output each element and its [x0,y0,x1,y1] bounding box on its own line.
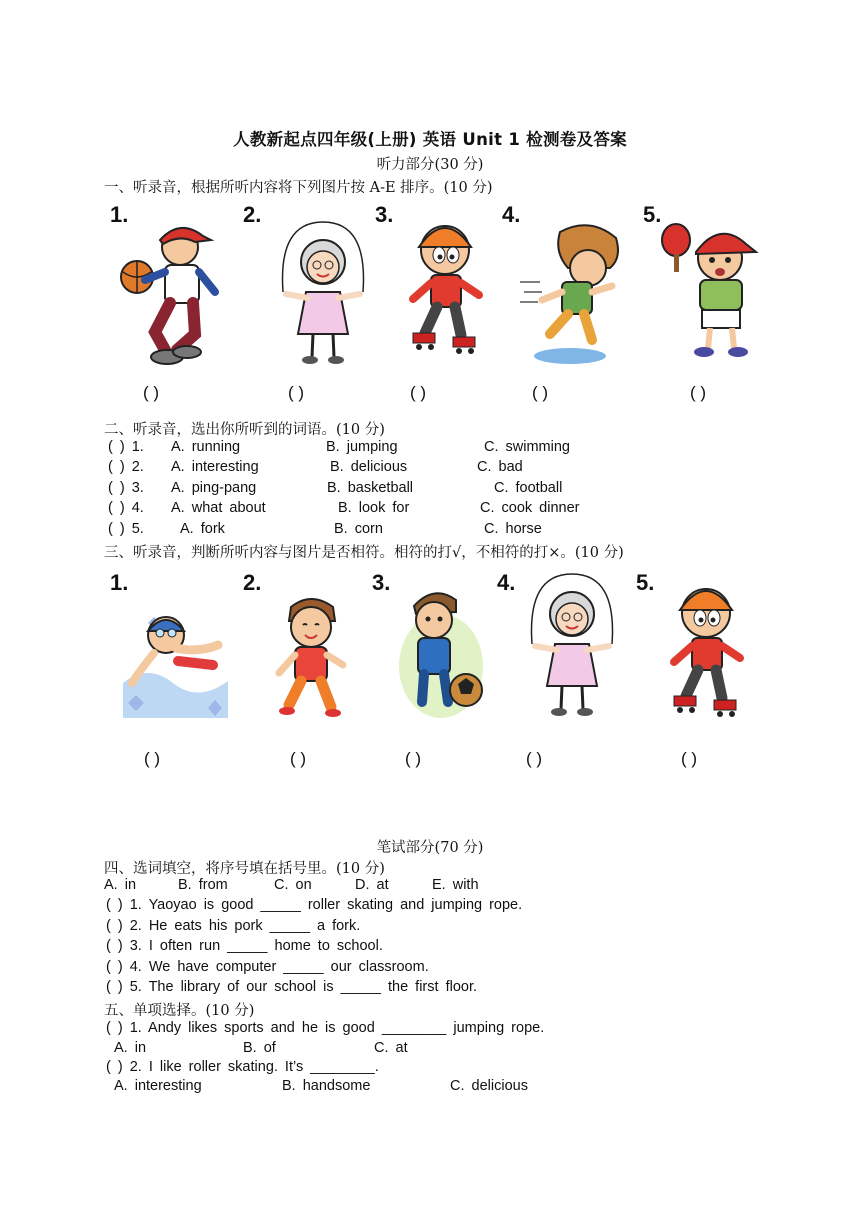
answer-blank[interactable]: ( ) [532,383,549,402]
item-number: ( ) 3. [108,480,144,496]
section5-heading: 五、单项选择。(10 分) [104,1003,255,1019]
word-option: A. in [104,877,137,893]
option-b: B. jumping [326,439,398,455]
item-number: 1. [110,570,129,595]
answer-blank[interactable]: ( ) [290,749,307,768]
item-number: 2. [243,570,262,595]
question-item: ( ) 1. Andy likes sports and he is good ________ jumping rope. [106,1020,545,1036]
answer-blank[interactable]: ( ) [288,383,305,402]
item-number: 4. [502,202,521,227]
s3-item-2 [243,568,363,778]
item-number: 2. [243,202,262,227]
item-number: 3. [375,202,394,227]
section2-heading: 二、听录音，选出你所听到的词语。(10 分) [104,422,385,438]
football-boy-image [396,586,496,726]
section3-heading: 三、听录音，判断所听内容与图片是否相符。相符的打√，不相符的打×。(10 分) [104,545,624,561]
item-number: 1. [110,202,129,227]
option-a: A. interesting [114,1078,202,1094]
section4-heading: 四、选词填空，将序号填在括号里。(10 分) [104,861,385,877]
writing-header: 笔试部分(70 分) [376,840,484,856]
question-item: ( ) 1. Yaoyao is good _____ roller skating and jumping rope. [106,897,523,913]
page-title: 人教新起点四年级(上册) 英语 Unit 1 检测卷及答案 [233,130,627,149]
option-a: A. running [171,439,241,455]
s1-item-1 [110,200,230,410]
answer-blank[interactable]: ( ) [143,383,160,402]
option-c: C. football [494,480,563,496]
question-item: ( ) 5. The library of our school is _____ the first floor. [106,979,478,995]
listening-header: 听力部分(30 分) [376,157,484,173]
option-b: B. basketball [327,480,414,496]
item-number: 5. [636,570,655,595]
item-number: ( ) 2. [108,459,144,475]
word-option: C. on [274,877,312,893]
s1-item-4 [502,200,632,410]
word-option: B. from [178,877,228,893]
s1-item-2 [243,200,363,410]
answer-blank[interactable]: ( ) [526,749,543,768]
s3-item-3 [372,568,492,778]
option-c: C. delicious [450,1078,528,1094]
running-boy-image [261,593,361,723]
option-c: C. bad [477,459,523,475]
word-option: D. at [355,877,389,893]
ping-pong-boy-image [658,218,768,368]
answer-blank[interactable]: ( ) [681,749,698,768]
s3-item-1 [110,568,235,778]
option-b: B. delicious [330,459,408,475]
s3-item-5 [636,568,756,778]
basketball-boy-image [115,222,225,372]
answer-blank[interactable]: ( ) [405,749,422,768]
jump-rope-grandma-image [268,222,378,372]
option-a: A. interesting [171,459,259,475]
item-number: 3. [372,570,391,595]
section1-heading: 一、听录音，根据所听内容将下列图片按 A-E 排序。(10 分) [104,180,493,196]
s1-item-3 [375,200,495,410]
option-c: C. horse [484,521,542,537]
question-item: ( ) 4. We have computer _____ our classroom. [106,959,429,975]
option-b: B. handsome [282,1078,371,1094]
option-b: B. of [243,1040,276,1056]
question-item: ( ) 2. I like roller skating. It’s ________. [106,1059,379,1075]
option-c: C. at [374,1040,408,1056]
roller-skating-boy-image [656,578,756,728]
option-c: C. swimming [484,439,570,455]
s1-item-5 [643,200,763,410]
word-option: E. with [432,877,479,893]
option-a: A. ping-pang [171,480,257,496]
item-number: ( ) 1. [108,439,144,455]
jump-rope-grandma-image [517,574,627,724]
answer-blank[interactable]: ( ) [144,749,161,768]
roller-skating-boy-image [395,215,495,365]
option-b: B. corn [334,521,383,537]
item-number: 5. [643,202,662,227]
option-b: B. look for [338,500,410,516]
answer-blank[interactable]: ( ) [690,383,707,402]
option-a: A. fork [180,521,225,537]
option-a: A. what about [171,500,266,516]
item-number: 4. [497,570,516,595]
question-item: ( ) 2. He eats his pork _____ a fork. [106,918,361,934]
running-boy-image [520,222,630,372]
answer-blank[interactable]: ( ) [410,383,427,402]
option-a: A. in [114,1040,147,1056]
item-number: ( ) 4. [108,500,144,516]
option-c: C. cook dinner [480,500,580,516]
question-item: ( ) 3. I often run _____ home to school. [106,938,383,954]
swimming-boy-image [118,603,233,723]
s3-item-4 [497,568,617,778]
item-number: ( ) 5. [108,521,144,537]
